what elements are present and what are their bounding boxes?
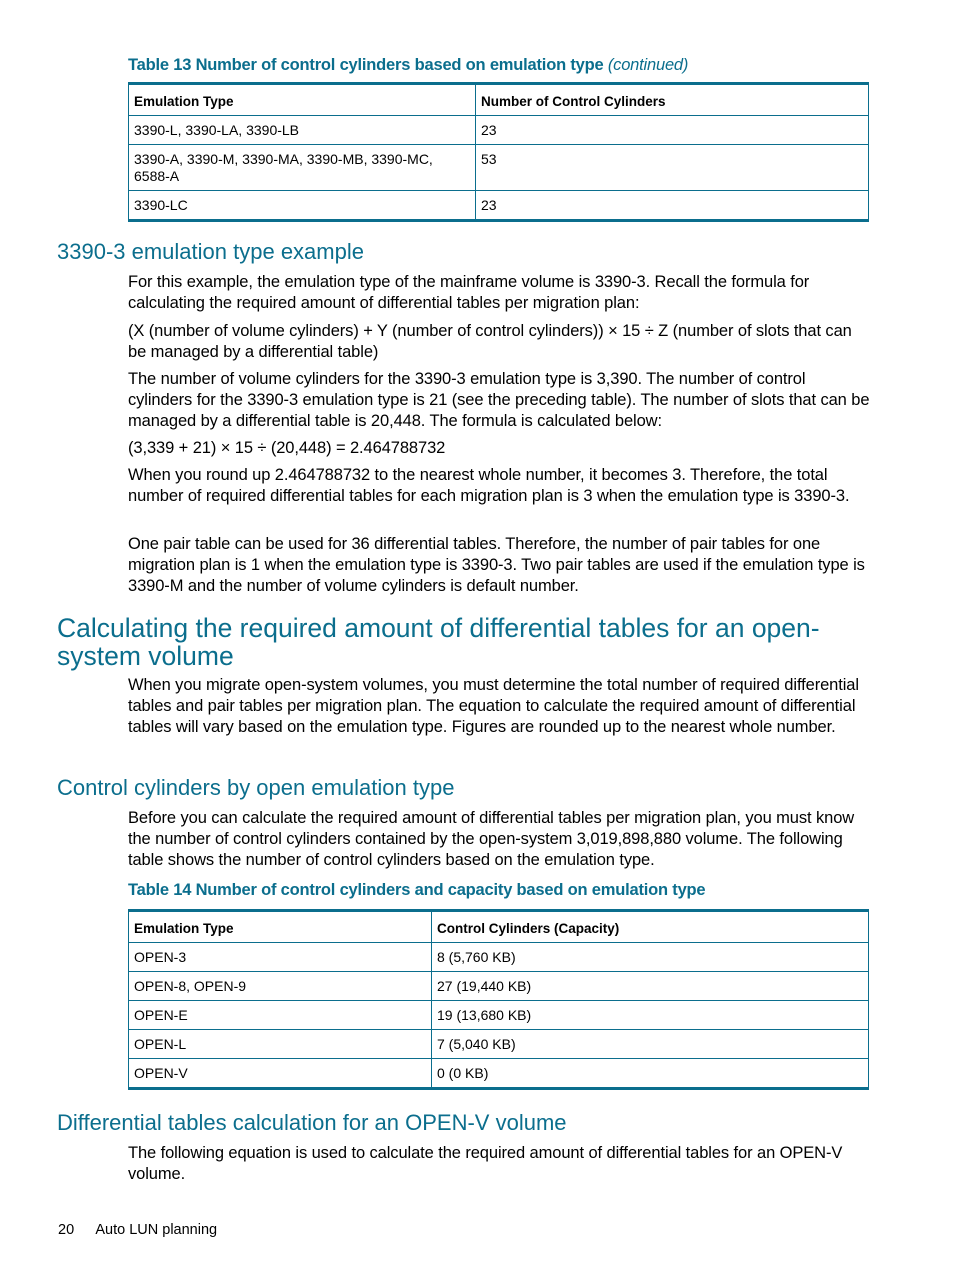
column-header-control-cylinders-capacity: Control Cylinders (Capacity) — [432, 911, 869, 943]
paragraph: For this example, the emulation type of the mainframe volume is 3390-3. Recall the formula for calculating the required amount of differential tables per migration plan: — [128, 273, 810, 312]
paragraph: Before you can calculate the required amount of differential tables per migration plan, you must know the number of control cylinders contained by the open-system 3,019,898,880 volume. The following table shows the number of control cylinders based on the emulation type. — [128, 809, 855, 869]
section-heading-3390-3-example: 3390-3 emulation type example — [57, 239, 364, 264]
table-cell: OPEN-V — [129, 1059, 432, 1089]
table-row — [129, 943, 869, 972]
table-13-caption-text: Table 13 Number of control cylinders based on emulation type — [128, 56, 604, 74]
table-cell: 23 — [476, 116, 869, 145]
table-row — [129, 191, 869, 221]
section-heading-open-system-volume: Calculating the required amount of differential tables for an open-system volume — [57, 613, 820, 671]
table-14-caption: Table 14 Number of control cylinders and capacity based on emulation type — [128, 881, 706, 899]
table-cell: OPEN-3 — [129, 943, 432, 972]
page-number: 20 — [58, 1222, 75, 1238]
table-row — [129, 116, 869, 145]
paragraph: When you migrate open-system volumes, you must determine the total number of required differential tables and pair tables per migration plan. The equation to calculate the required amount of differential tables will vary based on the emulation type. Figures are rounded up to the nearest whole number. — [128, 676, 859, 736]
paragraph: The following equation is used to calculate the required amount of differential tables for an OPEN-V volume. — [128, 1144, 843, 1183]
column-header-emulation-type: Emulation Type — [129, 911, 432, 943]
paragraph: One pair table can be used for 36 differential tables. Therefore, the number of pair tables for one migration plan is 1 when the emulation type is 3390-3. Two pair tables are used if the emulation type is 3390-M and the number of volume cylinders is default number. — [128, 535, 865, 595]
table-cell: 3390-LC — [129, 191, 476, 221]
table-cell: OPEN-8, OPEN-9 — [129, 972, 432, 1001]
column-header-emulation-type: Emulation Type — [129, 84, 476, 116]
formula-paragraph: (X (number of volume cylinders) + Y (number of control cylinders)) × 15 ÷ Z (number of slots that can be managed by a differential table) — [128, 322, 852, 361]
table-cell: 19 (13,680 KB) — [432, 1001, 869, 1030]
section-heading-open-v-volume: Differential tables calculation for an OPEN-V volume — [57, 1110, 567, 1135]
calculation-paragraph: (3,339 + 21) × 15 ÷ (20,448) = 2.464788732 — [128, 439, 446, 457]
table-cell: OPEN-E — [129, 1001, 432, 1030]
footer-title: Auto LUN planning — [95, 1222, 218, 1238]
page-footer — [58, 1222, 217, 1238]
table-row — [129, 1059, 869, 1089]
paragraph: The number of volume cylinders for the 3390-3 emulation type is 3,390. The number of control cylinders for the 3390-3 emulation type is 21 (see the preceding table). The number of slots that can be managed by a differential table is 20,448. The formula is calculated below: — [128, 370, 870, 430]
table-cell: 27 (19,440 KB) — [432, 972, 869, 1001]
table-row — [129, 145, 869, 191]
table-cell: 3390-A, 3390-M, 3390-MA, 3390-MB, 3390-MC, 6588-A — [129, 145, 476, 191]
table-cell: 8 (5,760 KB) — [432, 943, 869, 972]
table-cell: OPEN-L — [129, 1030, 432, 1059]
table-cell: 23 — [476, 191, 869, 221]
table-cell: 3390-L, 3390-LA, 3390-LB — [129, 116, 476, 145]
table-13-continued-label: (continued) — [607, 56, 689, 74]
table-row — [129, 972, 869, 1001]
table-row — [129, 1030, 869, 1059]
table-header-row — [129, 911, 869, 943]
table-cell: 7 (5,040 KB) — [432, 1030, 869, 1059]
table-row — [129, 1001, 869, 1030]
paragraph: When you round up 2.464788732 to the nearest whole number, it becomes 3. Therefore, the total number of required differential tables for each migration plan is 3 when the emulation type is 3390-3. — [128, 466, 850, 505]
table-14 — [128, 909, 869, 1090]
section-heading-control-cylinders: Control cylinders by open emulation type — [57, 775, 455, 800]
column-header-control-cylinders: Number of Control Cylinders — [476, 84, 869, 116]
table-header-row — [129, 84, 869, 116]
table-cell: 0 (0 KB) — [432, 1059, 869, 1089]
table-13-caption — [128, 56, 688, 75]
table-cell: 53 — [476, 145, 869, 191]
table-13 — [128, 82, 869, 222]
